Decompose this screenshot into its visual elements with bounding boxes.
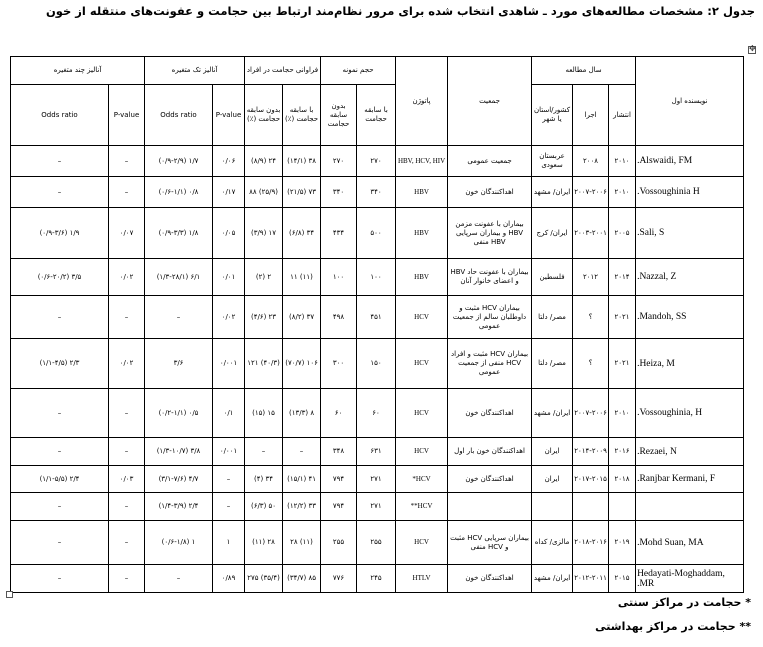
cell-execute: ۲۰۰۷-۲۰۰۶: [573, 389, 609, 438]
cell-execute: ؟: [573, 296, 609, 339]
cell-f-with: ۱۰۶ (۷۰/۷): [283, 339, 321, 389]
header-f-without: بدون سابقه حجامت (٪): [245, 85, 283, 146]
cell-n-without: ۲۵۵: [321, 521, 357, 565]
cell-f-without: ۲۸ (۱۱): [245, 521, 283, 565]
cell-multi-pvalue: –: [109, 389, 145, 438]
cell-country: فلسطین: [532, 259, 573, 296]
header-f-with: با سابقه حجامت (٪): [283, 85, 321, 146]
cell-n-without: ۶۰: [321, 389, 357, 438]
cell-country: مصر/ دلتا: [532, 296, 573, 339]
cell-uni-pvalue: ۰/۱: [213, 389, 245, 438]
cell-f-without: ۲ (۲): [245, 259, 283, 296]
cell-country: ایران: [532, 466, 573, 493]
cell-uni-pvalue: ۰/۰۲: [213, 296, 245, 339]
cell-multi-pvalue: –: [109, 438, 145, 466]
cell-multi-odds: ۳/۵ (۰/۶-۲۰/۲): [11, 259, 109, 296]
cell-multi-pvalue: ۰/۰۲: [109, 259, 145, 296]
cell-pathogen: HCV: [396, 339, 448, 389]
header-row-groups: [11, 57, 744, 85]
cell-f-without: (۲۵/۹) ۸۸: [245, 177, 283, 208]
table-row: [11, 389, 744, 438]
cell-multi-pvalue: ۰/۰۳: [109, 466, 145, 493]
cell-n-without: ۴۳۴: [321, 208, 357, 259]
header-uni-pvalue: P-value: [213, 85, 245, 146]
cell-uni-odds: ۲/۴ (۱/۴-۳/۹): [145, 493, 213, 521]
table-row: [11, 493, 744, 521]
move-icon: ✥: [749, 44, 756, 53]
cell-population: بیماران با عفونت مزمن HBV و بیماران سرپایی HBV منفی: [448, 208, 532, 259]
cell-pathogen: HCV**: [396, 493, 448, 521]
cell-execute-empty: [573, 493, 609, 521]
cell-f-with: ۳۴ (۶/۸): [283, 208, 321, 259]
cell-author: Hedayati-Moghaddam, MR.: [636, 565, 744, 593]
cell-population-empty: [448, 493, 532, 521]
cell-author: Vossoughinia, H.: [636, 389, 744, 438]
cell-f-without: ۳۴ (۴): [245, 466, 283, 493]
cell-execute: ۲۰۱۲-۲۰۱۱: [573, 565, 609, 593]
cell-n-with: ۲۷۱: [357, 493, 396, 521]
cell-n-with: ۱۵۰: [357, 339, 396, 389]
cell-n-without: ۷۷۶: [321, 565, 357, 593]
cell-multi-pvalue: ۰/۰۷: [109, 208, 145, 259]
cell-country: ایران: [532, 438, 573, 466]
cell-population: بیماران HCV مثبت و داوطلبان سالم از جمعیت عمومی: [448, 296, 532, 339]
table-row: [11, 565, 744, 593]
table-row: [11, 259, 744, 296]
cell-uni-odds: –: [145, 296, 213, 339]
header-freq-group: فراوانی حجامت در افراد: [245, 57, 321, 85]
cell-country: ایران/ کرج: [532, 208, 573, 259]
cell-pathogen: HCV: [396, 521, 448, 565]
cell-execute: ۲۰۱۴-۲۰۰۹: [573, 438, 609, 466]
case-control-studies-table: [10, 56, 744, 593]
cell-population: جمعیت عمومی: [448, 146, 532, 177]
table-row: [11, 296, 744, 339]
cell-execute: ۲۰۱۷-۲۰۱۵: [573, 466, 609, 493]
cell-uni-pvalue: –: [213, 466, 245, 493]
cell-execute: ۲۰۱۲: [573, 259, 609, 296]
table-row: [11, 146, 744, 177]
cell-f-with: –: [283, 438, 321, 466]
cell-country: مالزی/ کداه: [532, 521, 573, 565]
cell-n-with: ۱۰۰: [357, 259, 396, 296]
cell-pathogen: HBV: [396, 177, 448, 208]
cell-n-without: ۴۹۸: [321, 296, 357, 339]
cell-multi-odds: –: [11, 521, 109, 565]
header-publish: انتشار: [609, 85, 636, 146]
cell-uni-odds: ۰/۸ (۰/۶-۱/۱): [145, 177, 213, 208]
header-sample-group: حجم نمونه: [321, 57, 396, 85]
cell-publish: ۲۰۱۸: [609, 466, 636, 493]
cell-f-with: ۸۵ (۳۴/۷): [283, 565, 321, 593]
cell-population: بیماران HCV مثبت و افراد HCV منفی از جمعیت عمومی: [448, 339, 532, 389]
header-pathogen: پاتوژن: [396, 57, 448, 146]
cell-pathogen: HCV: [396, 296, 448, 339]
cell-execute: ۲۰۰۳-۲۰۰۱: [573, 208, 609, 259]
cell-n-with: ۲۷۰: [357, 146, 396, 177]
cell-n-without: ۱۰۰: [321, 259, 357, 296]
table-row: [11, 208, 744, 259]
header-multi-odds: Odds ratio: [11, 85, 109, 146]
header-year-group: سال مطالعه: [532, 57, 636, 85]
cell-f-with: ۴۱ (۱۵/۱): [283, 466, 321, 493]
cell-author: Nazzal, Z.: [636, 259, 744, 296]
cell-author: Ranjbar Kermani, F.: [636, 466, 744, 493]
cell-f-without: –: [245, 438, 283, 466]
cell-country: مصر/ دلتا: [532, 339, 573, 389]
cell-multi-odds: –: [11, 438, 109, 466]
cell-n-without: ۷۹۴: [321, 466, 357, 493]
cell-n-with: ۵۰۰: [357, 208, 396, 259]
cell-multi-odds: –: [11, 493, 109, 521]
cell-f-without: (۳۵/۴) ۲۷۵: [245, 565, 283, 593]
cell-population: اهداکنندگان خون: [448, 177, 532, 208]
cell-execute: ۲۰۰۷-۲۰۰۶: [573, 177, 609, 208]
table-move-handle[interactable]: [748, 46, 756, 54]
header-execute: اجرا: [573, 85, 609, 146]
cell-uni-pvalue: ۱: [213, 521, 245, 565]
header-multi-group: آنالیز چند متغیره: [11, 57, 145, 85]
cell-multi-pvalue: –: [109, 296, 145, 339]
cell-publish: ۲۰۱۰: [609, 389, 636, 438]
cell-multi-odds: –: [11, 177, 109, 208]
header-country: کشور/استان یا شهر: [532, 85, 573, 146]
cell-f-with: ۳۷ (۸/۲): [283, 296, 321, 339]
cell-uni-odds: –: [145, 565, 213, 593]
cell-f-without: ۱۷ (۳/۹): [245, 208, 283, 259]
cell-author: Sali, S.: [636, 208, 744, 259]
table-row: [11, 339, 744, 389]
cell-n-with: ۳۴۰: [357, 177, 396, 208]
cell-f-with: (۱۱) ۲۸: [283, 521, 321, 565]
cell-pathogen: HCV: [396, 438, 448, 466]
cell-multi-pvalue: –: [109, 565, 145, 593]
cell-author-empty: [636, 493, 744, 521]
cell-f-without: (۴۰/۳) ۱۲۱: [245, 339, 283, 389]
cell-execute: ۲۰۱۸-۲۰۱۶: [573, 521, 609, 565]
cell-n-with: ۲۷۱: [357, 466, 396, 493]
table-row: [11, 521, 744, 565]
cell-multi-pvalue: ۰/۰۲: [109, 339, 145, 389]
cell-uni-pvalue: ۰/۰۰۱: [213, 438, 245, 466]
cell-n-with: ۶۳۱: [357, 438, 396, 466]
cell-pathogen: HBV: [396, 259, 448, 296]
cell-pathogen: HCV*: [396, 466, 448, 493]
cell-f-with: (۱۱) ۱۱: [283, 259, 321, 296]
cell-f-without: ۵۰ (۶/۳): [245, 493, 283, 521]
cell-n-with: ۴۵۱: [357, 296, 396, 339]
cell-uni-pvalue: ۰/۰۱: [213, 259, 245, 296]
cell-publish: ۲۰۲۱: [609, 339, 636, 389]
cell-population: بیماران سرپایی HCV مثبت و HCV منفی: [448, 521, 532, 565]
cell-country: عربستان سعودی: [532, 146, 573, 177]
cell-uni-odds: ۴/۷ (۳/۱-۷/۶): [145, 466, 213, 493]
cell-multi-odds: ۲/۴ (۱/۱-۵/۵): [11, 466, 109, 493]
footnote-traditional: * حجامت در مراکز سنتی: [617, 596, 751, 609]
cell-country-empty: [532, 493, 573, 521]
cell-publish: ۲۰۲۱: [609, 296, 636, 339]
cell-author: Vossoughinia H.: [636, 177, 744, 208]
cell-author: Mohd Suan, MA.: [636, 521, 744, 565]
cell-multi-odds: –: [11, 389, 109, 438]
cell-country: ایران/ مشهد: [532, 389, 573, 438]
cell-publish: ۲۰۱۰: [609, 146, 636, 177]
cell-f-without: ۱۵ (۱۵): [245, 389, 283, 438]
table-row: [11, 438, 744, 466]
cell-pathogen: HCV: [396, 389, 448, 438]
cell-population: اهداکنندگان خون بار اول: [448, 438, 532, 466]
cell-author: Mandoh, SS.: [636, 296, 744, 339]
header-n-with: با سابقه حجامت: [357, 85, 396, 146]
header-author: نویسنده اول: [636, 57, 744, 146]
table-resize-handle[interactable]: [6, 591, 13, 598]
cell-f-with: ۳۸ (۱۴/۱): [283, 146, 321, 177]
cell-country: ایران/ مشهد: [532, 565, 573, 593]
cell-publish: ۲۰۱۰: [609, 177, 636, 208]
cell-uni-pvalue: ۰/۸۹: [213, 565, 245, 593]
cell-multi-odds: –: [11, 146, 109, 177]
cell-pathogen: HTLV: [396, 565, 448, 593]
header-uni-odds: Odds ratio: [145, 85, 213, 146]
cell-publish: ۲۰۱۹: [609, 521, 636, 565]
cell-population: بیماران با عفونت حاد HBV و اعضای خانوار آنان: [448, 259, 532, 296]
cell-uni-odds: ۳/۶: [145, 339, 213, 389]
cell-uni-odds: ۰/۵ (۰/۲-۱/۱): [145, 389, 213, 438]
cell-author: Rezaei, N.: [636, 438, 744, 466]
cell-multi-pvalue: –: [109, 521, 145, 565]
cell-publish: ۲۰۱۵: [609, 565, 636, 593]
cell-multi-pvalue: –: [109, 177, 145, 208]
cell-multi-odds: ۲/۳ (۱/۱-۴/۵): [11, 339, 109, 389]
cell-f-with: ۸ (۱۳/۳): [283, 389, 321, 438]
cell-f-without: ۲۳ (۴/۶): [245, 296, 283, 339]
cell-population: اهداکنندگان خون: [448, 565, 532, 593]
cell-n-with: ۲۴۵: [357, 565, 396, 593]
cell-uni-odds: ۳/۸ (۱/۳-۱۰/۷): [145, 438, 213, 466]
cell-f-with: ۳۳ (۱۲/۲): [283, 493, 321, 521]
cell-n-without: ۳۰۰: [321, 339, 357, 389]
cell-n-without: ۳۴۸: [321, 438, 357, 466]
cell-f-with: ۷۳ (۲۱/۵): [283, 177, 321, 208]
cell-population: اهداکنندگان خون: [448, 389, 532, 438]
header-population: جمعیت: [448, 57, 532, 146]
cell-author: Heiza, M.: [636, 339, 744, 389]
cell-n-with: ۲۵۵: [357, 521, 396, 565]
cell-uni-pvalue: ۰/۰۵: [213, 208, 245, 259]
cell-author: Alswaidi, FM.: [636, 146, 744, 177]
table-container: [10, 56, 744, 593]
cell-execute: ۲۰۰۸: [573, 146, 609, 177]
cell-population: اهداکنندگان خون: [448, 466, 532, 493]
header-n-without: بدون سابقه حجامت: [321, 85, 357, 146]
cell-uni-pvalue: ۰/۰۰۱: [213, 339, 245, 389]
cell-uni-odds: ۱ (۰/۶-۱/۸): [145, 521, 213, 565]
cell-multi-pvalue: –: [109, 146, 145, 177]
cell-uni-pvalue: –: [213, 493, 245, 521]
cell-multi-pvalue: –: [109, 493, 145, 521]
table-row: [11, 466, 744, 493]
cell-publish: ۲۰۰۵: [609, 208, 636, 259]
cell-pathogen: HBV: [396, 208, 448, 259]
footnote-health-centers: ** حجامت در مراکز بهداشتی: [595, 620, 751, 633]
cell-multi-odds: –: [11, 296, 109, 339]
cell-country: ایران/ مشهد: [532, 177, 573, 208]
cell-uni-odds: ۱/۷ (۰/۹-۲/۹): [145, 146, 213, 177]
cell-uni-odds: ۶/۱ (۱/۳-۲۸/۱): [145, 259, 213, 296]
cell-multi-odds: ۱/۹ (۰/۹-۳/۶): [11, 208, 109, 259]
table-caption: جدول ۲: مشخصات مطالعه‌های مورد ـ شاهدی انتخاب شده برای مرور نظام‌مند ارتباط بین حجامت و عفونت‌های منتقله از خون: [45, 4, 755, 18]
cell-publish: ۲۰۱۴: [609, 259, 636, 296]
header-uni-group: آنالیز تک متغیره: [145, 57, 245, 85]
cell-uni-pvalue: ۰/۰۶: [213, 146, 245, 177]
cell-n-without: ۳۴۰: [321, 177, 357, 208]
cell-uni-odds: ۱/۸ (۰/۹-۳/۳): [145, 208, 213, 259]
header-multi-pvalue: P-value: [109, 85, 145, 146]
cell-n-without: ۲۷۰: [321, 146, 357, 177]
cell-multi-odds: –: [11, 565, 109, 593]
cell-uni-pvalue: ۰/۱۷: [213, 177, 245, 208]
header-row-sub: [11, 85, 744, 146]
cell-pathogen: HBV, HCV, HIV: [396, 146, 448, 177]
table-row: [11, 177, 744, 208]
cell-publish: ۲۰۱۶: [609, 438, 636, 466]
cell-n-without: ۷۹۴: [321, 493, 357, 521]
cell-f-without: ۲۴ (۸/۹): [245, 146, 283, 177]
cell-publish-empty: [609, 493, 636, 521]
cell-n-with: ۶۰: [357, 389, 396, 438]
cell-execute: ؟: [573, 339, 609, 389]
